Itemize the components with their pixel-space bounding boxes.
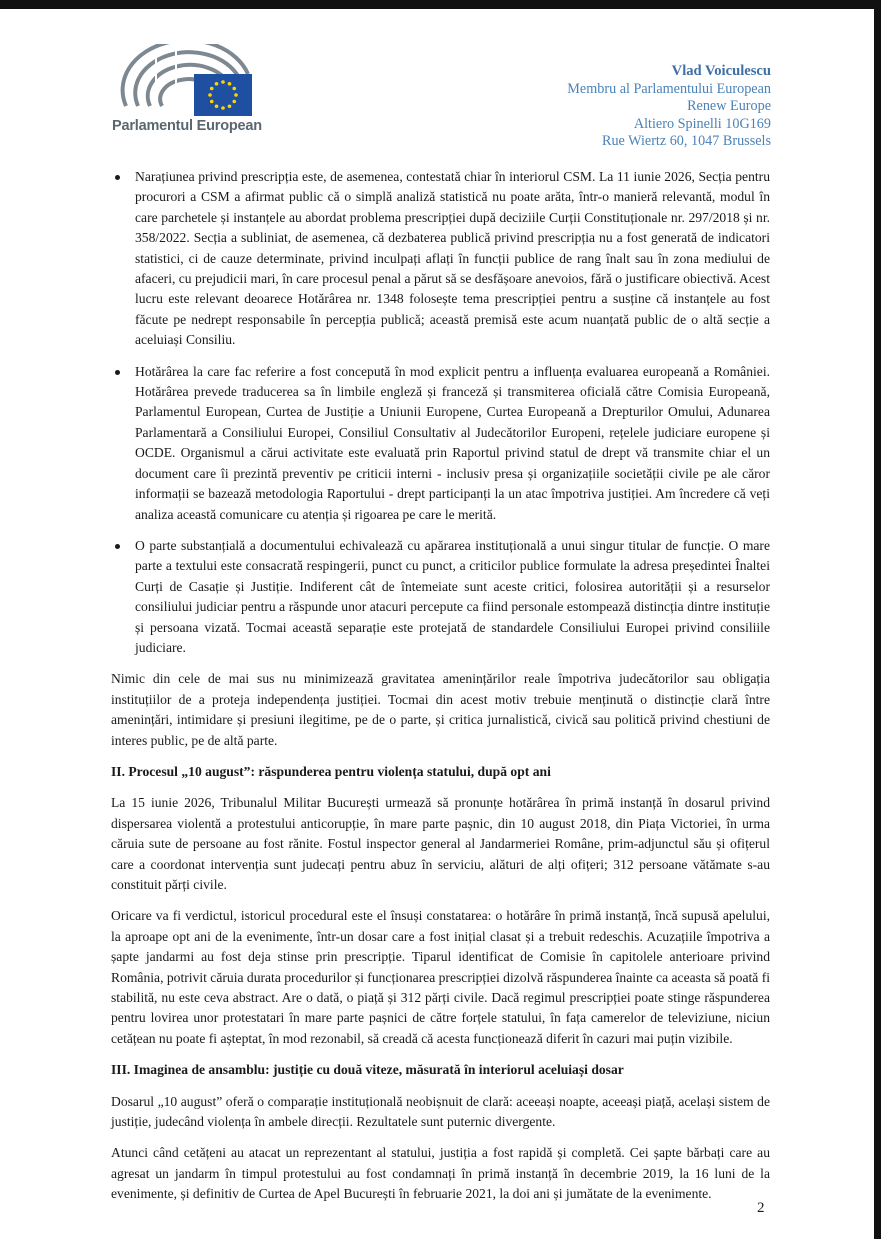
sender-role: Membru al Parlamentului European	[567, 80, 771, 97]
bullet-item	[111, 536, 770, 658]
eu-star-icon	[210, 87, 214, 91]
european-parliament-logo	[112, 44, 260, 139]
bullet-list	[111, 167, 770, 658]
eu-star-icon	[215, 104, 219, 108]
eu-star-icon	[234, 93, 238, 97]
bullet-text: Narațiunea privind prescripția este, de asemenea, contestată chiar în interiorul CSM. La 11 iunie 2026, Secția pentru procurori a CSM a afirmat public că o simplă analiză statistică nu poate arăta, într-o manieră relevantă, modul în care parchetele și instanțele au abordat problema prescripției după deciziile Curții Constituționale nr. 297/2018 și nr. 358/2022. Secția a subliniat, de asemenea, că dezbaterea publică privind prescripția nu a fost generată de indicatori statistici, ci de cauze determinate, privind inculpați aflați în funcții publice de rang înalt sau în zona mediului de afaceri, cu prejudicii mari, în care procesul penal a părut să se desfășoare anevoios, fără o justificare obiectivă. Acest lucru este relevant deoarece Hotărârea nr. 1348 folosește tema prescripției pentru a susține că instanțele au fost făcute pe nedrept responsabile în percepția publică; această premisă este acum nuanțată public de o altă secție a aceluiași Consiliu.	[135, 169, 770, 348]
bullet-text: Hotărârea la care fac referire a fost concepută în mod explicit pentru a influența evaluarea europeană a României. Hotărârea prevede traducerea sa în limbile engleză și franceză și transmiterea oficială către Comisia Europeană, Parlamentul European, Curtea de Justiție a Uniunii Europene, Curtea Europeană a Drepturilor Omului, Adunarea Parlamentară a Consiliului Europei, Consiliul Consultativ al Judecătorilor Europeni, rețelele judiciare europene și OCDE. Organismul a cărui activitate este evaluată prin Raportul privind statul de drept vă transmite chiar el un document care îi prezintă preventiv pe criticii interni - inclusiv presa și organizațiile societății civile pe ale căror informații se bazează metodologia Raportului - drept participanți la un atac împotriva justiției. Am încredere că veți analiza această comunicare cu atenția și rigoarea pe care le merită.	[135, 363, 770, 522]
sender-office: Altiero Spinelli 10G169	[633, 115, 771, 132]
bullet-text: O parte substanțială a documentului echivalează cu apărarea instituțională a unui singur titular de funcție. O mare parte a textului este consacrată respingerii, punct cu punct, a criticilor publice formulate la adresa președintei Înaltei Curți de Casație și Justiție. Indiferent cât de întemeiate sunt aceste critici, folosirea autorității și a resurselor consiliului judiciar pentru a răspunde unor atacuri percepute ca fiind personale estompează distincția dintre instituție și persoana vizată. Tocmai această separație este protejată de standardele Consiliului Europei privind consiliile judiciare.	[135, 537, 770, 655]
letter-body	[111, 167, 770, 1216]
right-border	[874, 0, 881, 1239]
eu-star-icon	[208, 93, 212, 97]
eu-star-icon	[215, 82, 219, 86]
paragraph: Dosarul „10 august” oferă o comparație instituțională neobișnuit de clară: aceeași noapte, aceeași piață, același sistem de justiție, judecând violența în ambele direcții. Rezultatele sunt puternic divergente.	[111, 1093, 770, 1130]
paragraph: La 15 iunie 2026, Tribunalul Militar București urmează să pronunțe hotărârea în primă instanță în dosarul privind dispersarea violentă a protestului anticorupție, în mare parte pașnic, din 10 august 2018, din Piața Victoriei, în urma căruia sute de persoane au fost rănite. Fostul inspector general al Jandarmeriei Române, prim-adjunctul său și ofițerul care a coordonat intervenția sunt judecați pentru abuz în serviciu, alături de alți ofițeri; 312 persoane vătămate s-au constituit părți civile.	[111, 795, 770, 892]
sender-address: Rue Wiertz 60, 1047 Brussels	[601, 133, 771, 150]
eu-star-icon	[232, 100, 236, 104]
sender-group: Renew Europe	[687, 98, 771, 115]
eu-star-icon	[221, 80, 225, 84]
section-heading: II. Procesul „10 august”: răspunderea pentru violența statului, după opt ani	[111, 763, 551, 779]
bullet-icon	[115, 370, 120, 375]
logo-text: Parlamentul European	[112, 118, 262, 134]
page-number: 2	[757, 1200, 765, 1216]
paragraph: Oricare va fi verdictul, istoricul procedural este el însuși constatarea: o hotărâre în primă instanță, încă supusă apelului, la aproape opt ani de la evenimente, într-un dosar care a fost inițial clasat și a trebuit redeschis. Acuzațiile împotriva a șapte jandarmi au fost deja stinse prin prescripție. Tiparul identificat de Comisie în capitolele anterioare privind România, potrivit căruia durata procedurilor și funcționarea prescripției dizolvă răspunderea înainte ca aceasta să poată fi stabilită, nu este ceva abstract. Are o dată, o piață și 312 părți civile. Dacă regimul prescripției poate stinge răspunderea pentru lovirea unor protestatari în mare parte pașnici de către forțele statului, în fața camerelor de televiziune, niciun cetățean nu poate fi așteptat, în mod rezonabil, să creadă că acesta funcționează diferit în cazuri mai puțin vizibile.	[111, 908, 771, 1046]
top-border	[0, 0, 881, 9]
eu-star-icon	[221, 106, 225, 110]
section-heading: III. Imaginea de ansamblu: justiție cu două viteze, măsurată în interiorul aceluiași dosar	[111, 1062, 624, 1078]
eu-star-icon	[210, 100, 214, 104]
hemicycle-flag-icon	[112, 44, 262, 119]
eu-star-icon	[228, 104, 232, 108]
bullet-icon	[115, 544, 120, 549]
bullet-icon	[115, 175, 120, 180]
paragraph: Atunci când cetățeni au atacat un reprezentant al statului, justiția a fost rapidă și completă. Cei șapte bărbați care au agresat un jandarm în timpul protestului au fost condamnați în primă instanță în decembrie 2019, la 16 luni de la evenimente, și definitiv de Curtea de Apel București în februarie 2021, la doi ani și jumătate de la evenimente.	[111, 1145, 770, 1202]
eu-star-icon	[232, 87, 236, 91]
sender-name: Vlad Voiculescu	[671, 63, 771, 79]
sender-contact-block	[567, 63, 771, 151]
eu-star-icon	[228, 82, 232, 86]
bullet-item	[111, 362, 770, 525]
paragraph: Nimic din cele de mai sus nu minimizează gravitatea amenințărilor reale împotriva judecătorilor sau obligația instituțiilor de a proteja independența justiției. Tocmai din acest motiv trebuie menținută o distincție clară între amenințări, intimidare și presiuni ilegitime, pe de o parte, și critica jurnalistică, civică sau politică privind chestiuni de interes public, pe de altă parte.	[111, 671, 770, 748]
bullet-item	[111, 167, 770, 351]
